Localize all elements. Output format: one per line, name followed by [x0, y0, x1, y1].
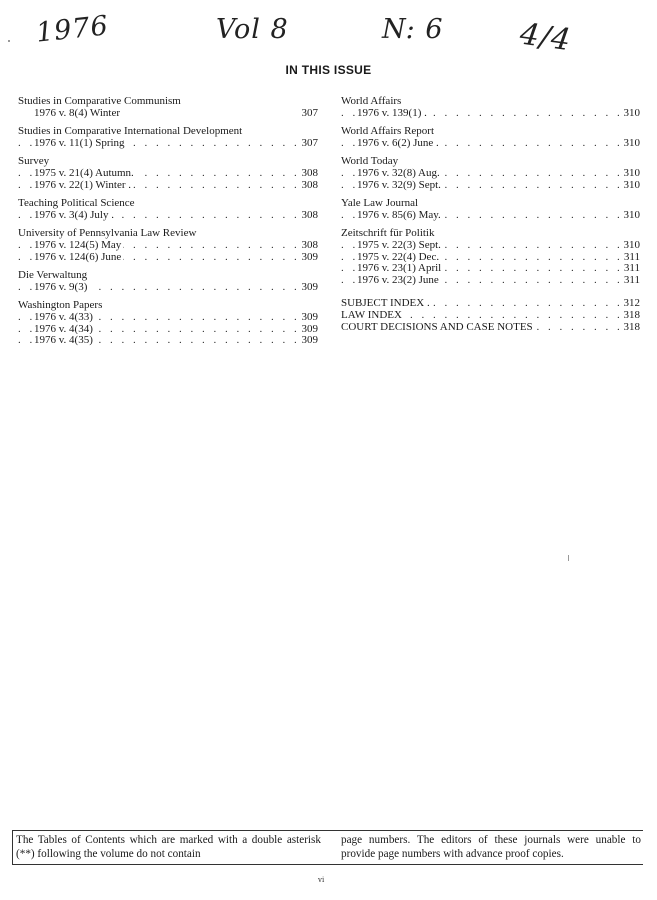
entry-label: 1975 v. 21(4) Autumn.: [34, 166, 134, 179]
issue-entry: [341, 275, 640, 287]
contents-right-column: [341, 96, 640, 333]
handwritten-part: 4/4: [517, 16, 574, 59]
page-ref: 311: [620, 275, 640, 287]
page-ref: 309: [298, 282, 319, 294]
page-ref: 308: [298, 210, 319, 222]
issue-entry: [18, 312, 318, 324]
page-ref: 309: [298, 324, 319, 336]
journal-title-text: World Affairs Report: [341, 125, 435, 138]
page-number: vi: [318, 876, 325, 884]
journal-title-text: World Today: [341, 155, 399, 168]
entry-label: 1976 v. 124(5) May: [34, 238, 122, 251]
handwritten-year: 1976: [34, 10, 111, 49]
page-heading: IN THIS ISSUE: [285, 63, 372, 77]
entry-label: 1976 v. 3(4) July .: [34, 208, 114, 221]
journal-title-text: Survey: [18, 155, 50, 168]
journal-title: [341, 96, 640, 108]
issue-entry: [341, 180, 640, 192]
entry-label: 1976 v. 4(35): [34, 334, 93, 347]
entry-label: COURT DECISIONS AND CASE NOTES: [341, 320, 533, 333]
page-ref: 309: [298, 312, 319, 324]
page-ref: 310: [620, 210, 641, 222]
scan-speck: [8, 40, 10, 42]
page-ref: 307: [298, 138, 319, 150]
entry-label: 1975 v. 22(4) Dec.: [357, 250, 440, 263]
entry-label: 1976 v. 23(1) April: [357, 262, 442, 275]
entry-label: 1975 v. 22(3) Sept.: [357, 238, 441, 251]
index-entry: [341, 310, 640, 322]
issue-entry: [18, 282, 318, 294]
page-ref: 309: [298, 252, 319, 264]
journal-title-text: Zeitschrift für Politik: [341, 227, 435, 240]
scan-speck: [568, 555, 569, 561]
journal-title-text: University of Pennsylvania Law Review: [18, 227, 197, 240]
entry-label: 1976 v. 32(9) Sept.: [357, 178, 441, 191]
footnote-box: [12, 830, 643, 865]
entry-label: 1976 v. 23(2) June: [357, 273, 439, 286]
page-ref: 311: [620, 252, 640, 264]
issue-entry: [341, 168, 640, 180]
journal-title: [18, 96, 318, 108]
index-entry: [341, 322, 640, 334]
journal-title-text: Teaching Political Science: [18, 197, 135, 210]
issue-entry: [341, 108, 640, 120]
issue-entry: [18, 210, 318, 222]
journal-title: [18, 270, 318, 282]
issue-entry: [18, 335, 318, 347]
journal-title-text: Studies in Comparative International Development: [18, 125, 243, 138]
journal-title-text: Washington Papers: [18, 299, 103, 312]
issue-entry: [18, 240, 318, 252]
journal-title-text: Yale Law Journal: [341, 197, 419, 210]
issue-entry: [18, 138, 318, 150]
issue-entry: [341, 138, 640, 150]
page-ref: 310: [620, 138, 641, 150]
footnote-left-text: The Tables of Contents which are marked with a double asterisk (**) following the volume do not contain: [16, 834, 321, 860]
issue-entry: [18, 108, 318, 120]
page-ref: 312: [620, 298, 641, 310]
entry-label: 1976 v. 139(1) .: [357, 106, 427, 119]
contents-left-column: [18, 96, 318, 347]
page-ref: 308: [298, 240, 319, 252]
page-ref: 318: [620, 310, 641, 322]
journal-title-text: World Affairs: [341, 95, 402, 107]
journal-title: [18, 198, 318, 210]
entry-label: 1976 v. 9(3): [34, 280, 88, 293]
issue-entry: [18, 180, 318, 192]
entry-label: SUBJECT INDEX .: [341, 297, 430, 310]
handwritten-volume: Vol 8: [216, 14, 289, 45]
entry-label: 1976 v. 11(1) Spring: [34, 136, 125, 149]
entry-label: 1976 v. 6(2) June .: [357, 136, 439, 149]
page-ref: 310: [620, 168, 641, 180]
page-ref: 308: [298, 168, 319, 180]
page-ref: 310: [620, 240, 641, 252]
page-ref: 310: [620, 108, 641, 120]
page-ref: 307: [298, 108, 319, 120]
issue-entry: [341, 263, 640, 275]
page-ref: 311: [620, 263, 640, 275]
page-ref: 308: [298, 180, 319, 192]
entry-label: 1976 v. 124(6) June: [34, 250, 122, 263]
journal-title-text: Die Verwaltung: [18, 269, 88, 282]
issue-entry: [341, 210, 640, 222]
entry-label: 1976 v. 22(1) Winter .: [34, 178, 132, 191]
issue-entry: [341, 240, 640, 252]
footnote-right-text: page numbers. The editors of these journals were unable to provide page numbers with advance proof copies.: [341, 834, 641, 860]
entry-label: 1976 v. 8(4) Winter: [34, 106, 121, 119]
entry-label: 1976 v. 32(8) Aug.: [357, 166, 440, 179]
entry-label: 1976 v. 4(33): [34, 310, 93, 323]
journal-title-text: Studies in Comparative Communism: [18, 95, 181, 107]
issue-entry: [18, 252, 318, 264]
journal-title: [341, 198, 640, 210]
handwritten-number: N: 6: [382, 14, 444, 45]
page-ref: 318: [620, 322, 641, 334]
entry-label: 1976 v. 85(6) May.: [357, 208, 441, 221]
page-ref: 310: [620, 180, 641, 192]
entry-label: LAW INDEX: [341, 308, 402, 321]
entry-label: 1976 v. 4(34): [34, 322, 93, 335]
page-ref: 309: [298, 335, 319, 347]
issue-entry: [18, 168, 318, 180]
